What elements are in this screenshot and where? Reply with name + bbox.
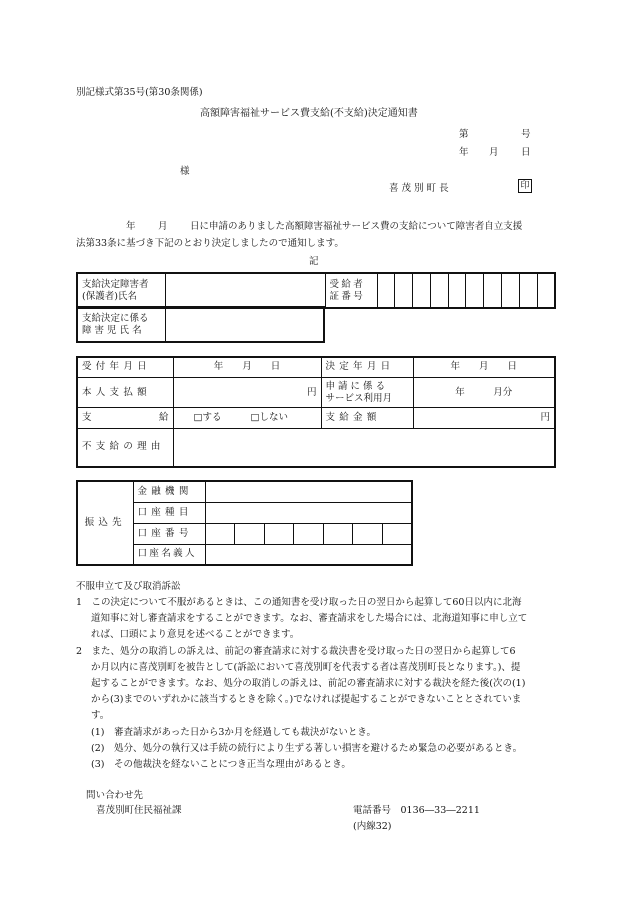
grant-options <box>173 408 321 428</box>
cert-digit-cell[interactable] <box>466 273 484 308</box>
appeal-item-3: (3) その他裁決を経ないことにつき正当な理由があるとき。 <box>91 759 351 770</box>
decision-date[interactable]: 年 月 日 <box>413 357 555 377</box>
cert-digit-cell[interactable] <box>430 273 448 308</box>
transfer-table <box>76 480 413 566</box>
child-label: 支給決定に係る 障 害 児 氏 名 <box>77 307 165 342</box>
grant-label: 支 給 <box>77 408 173 428</box>
appeal-p2-line4: から(3)までのいずれかに該当するときを除く。)でなければ提起することができないこととされていま <box>91 694 522 705</box>
account-number-label: 口座番号 <box>133 523 205 544</box>
account-digit-cell[interactable] <box>235 523 265 544</box>
seal-mark <box>518 179 532 193</box>
ki-mark: 記 <box>309 256 319 267</box>
bank-label: 金融機関 <box>133 481 205 502</box>
recipient-label: 支給決定障害者 (保護者)氏名 <box>77 273 165 308</box>
payment-amount[interactable]: 円 <box>173 377 321 408</box>
decision-label: 決定年月日 <box>321 357 413 377</box>
appeal-heading: 不服申立て及び取消訴訟 <box>76 581 181 592</box>
account-digit-cell[interactable] <box>382 523 412 544</box>
cert-digit-cell[interactable] <box>377 273 395 308</box>
cert-digit-cell[interactable] <box>484 273 502 308</box>
contact-extension: (内線32) <box>353 821 392 832</box>
service-month-value[interactable]: 年 月分 <box>413 377 555 408</box>
account-type-cell[interactable] <box>205 502 412 523</box>
cert-digit-cell[interactable] <box>502 273 520 308</box>
account-digit-cell[interactable] <box>264 523 294 544</box>
reason-label: 不支給の理由 <box>77 428 173 467</box>
document-title: 高額障害福祉サービス費支給(不支給)決定通知書 <box>200 108 418 119</box>
appeal-p2-line1: 2 また、処分の取消しの訴えは、前記の審査請求に対する裁決書を受け取った日の翌日から起算して6 <box>76 646 516 657</box>
appeal-p1-line2: 道知事に対し審査請求をすることができます。なお、審査請求をした場合には、北海道知事に申し立て <box>91 613 528 624</box>
amount-label: 支給金額 <box>321 408 413 428</box>
appeal-p2-line3: 起することができます。なお、処分の取消しの訴えは、前記の審査請求に対する裁決を経た後(次の(1) <box>91 678 526 689</box>
intro-month: 月 <box>158 221 168 232</box>
cert-digit-cell[interactable] <box>413 273 431 308</box>
contact-department: 喜茂別町住民福祉課 <box>96 805 182 816</box>
account-type-label: 口座種目 <box>133 502 205 523</box>
intro-line-1: 日に申請のありました高額障害福祉サービス費の支給について障害者自立支援 <box>190 221 523 232</box>
decision-table <box>76 356 556 468</box>
cert-digit-cell[interactable] <box>519 273 537 308</box>
grant-no-checkbox[interactable]: □しない <box>250 412 288 424</box>
issuer-name: 喜 茂 別 町 長 <box>389 183 449 194</box>
number-suffix: 号 <box>521 129 531 140</box>
account-digit-cell[interactable] <box>353 523 383 544</box>
number-prefix: 第 <box>459 129 469 140</box>
date-day: 日 <box>521 147 531 158</box>
recipient-table <box>76 272 556 309</box>
child-table <box>76 306 325 343</box>
appeal-p1-line3: れば、口頭により意見を述べることができます。 <box>91 629 300 640</box>
account-holder-cell[interactable] <box>205 544 412 565</box>
cert-digit-cell[interactable] <box>448 273 466 308</box>
intro-year: 年 <box>126 221 136 232</box>
appeal-item-2: (2) 処分、処分の執行又は手続の続行により生ずる著しい損害を避けるため緊急の必要があるとき。 <box>91 743 523 754</box>
date-year: 年 <box>459 147 469 158</box>
contact-phone: 電話番号 0136―33―2211 <box>353 805 480 816</box>
cert-label: 受給者 証番号 <box>325 273 377 308</box>
intro-line-2: 法第33条に基づき下記のとおり決定しましたので通知します。 <box>76 238 344 249</box>
received-date[interactable]: 年 月 日 <box>173 357 321 377</box>
received-label: 受付年月日 <box>77 357 173 377</box>
child-name-cell[interactable] <box>165 307 324 342</box>
bank-cell[interactable] <box>205 481 412 502</box>
recipient-name-cell[interactable] <box>165 273 325 308</box>
account-digit-cell[interactable] <box>323 523 353 544</box>
contact-label: 問い合わせ先 <box>86 790 144 801</box>
service-month-label: 申 請 に 係 る サービス利用月 <box>321 377 413 408</box>
date-month: 月 <box>489 147 499 158</box>
reason-cell[interactable] <box>173 428 555 467</box>
appeal-p2-line2: か月以内に喜茂別町を被告として(訴訟において喜茂別町を代表する者は喜茂別町長となります。)、提 <box>91 662 521 673</box>
form-number: 別記様式第35号(第30条関係) <box>76 87 203 98</box>
seal-icon: 印 <box>518 179 532 193</box>
cert-digit-cell[interactable] <box>395 273 413 308</box>
appeal-p2-line5: す。 <box>91 710 110 721</box>
appeal-item-1: (1) 審査請求があった日から3か月を経過しても裁決がないとき。 <box>91 727 377 738</box>
account-holder-label: 口座名義人 <box>133 544 205 565</box>
appeal-p1-line1: 1 この決定について不服があるときは、この通知書を受け取った日の翌日から起算して60日以内に北海 <box>76 597 522 608</box>
grant-yes-checkbox[interactable]: □する <box>193 412 222 424</box>
cert-digit-cell[interactable] <box>537 273 555 308</box>
account-digit-cell[interactable] <box>205 523 235 544</box>
payment-label: 本人支払額 <box>77 377 173 408</box>
amount-value[interactable]: 円 <box>413 408 555 428</box>
transfer-label: 振込先 <box>77 481 133 565</box>
addressee-suffix: 様 <box>180 166 190 177</box>
account-digit-cell[interactable] <box>294 523 324 544</box>
